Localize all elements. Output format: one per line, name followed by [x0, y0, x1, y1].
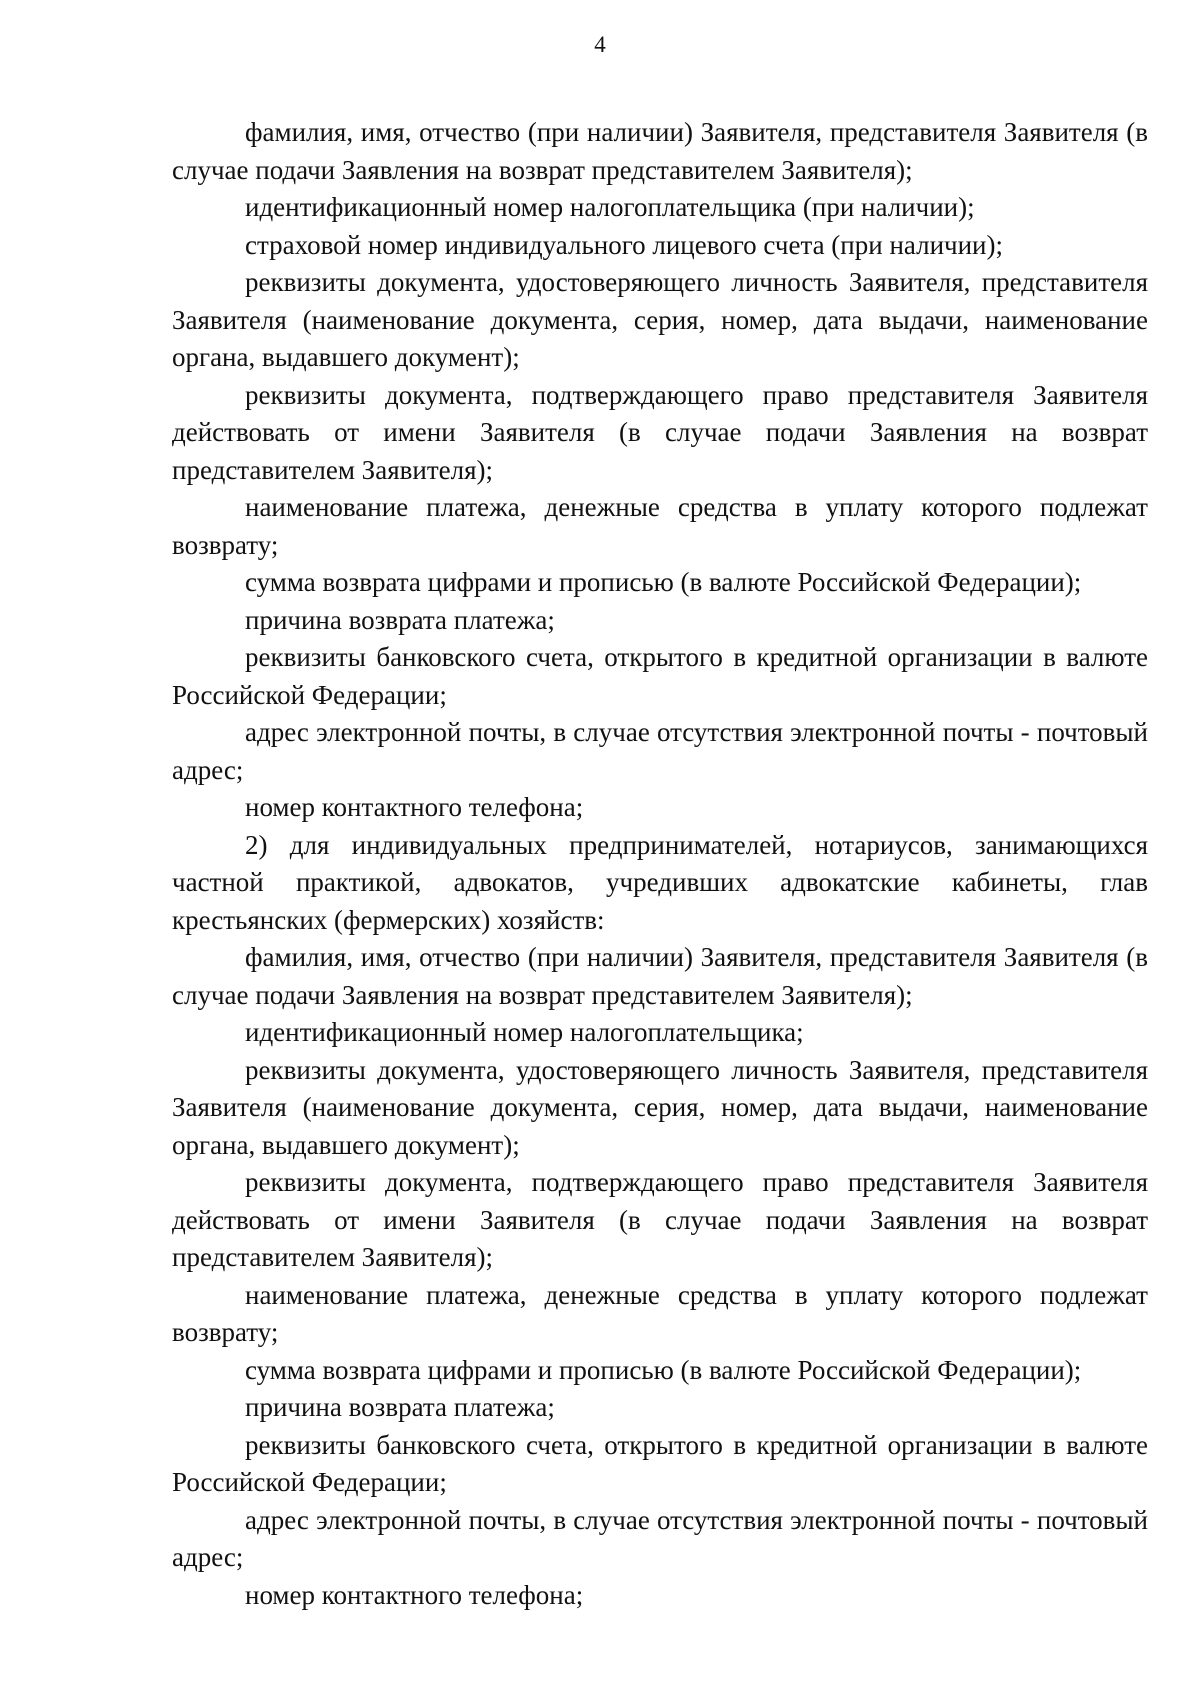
paragraph: страховой номер индивидуального лицевого счета (при наличии);	[245, 229, 1004, 260]
paragraph: адрес электронной почты, в случае отсутствия электронной почты - почтовый адрес;	[172, 1504, 1148, 1572]
paragraph: сумма возврата цифрами и прописью (в валюте Российской Федерации);	[245, 567, 1082, 597]
paragraph: наименование платежа, денежные средства в уплату которого подлежат возврату;	[172, 492, 1148, 560]
paragraph: идентификационный номер налогоплательщика;	[245, 1017, 804, 1047]
page-number: 4	[594, 32, 606, 57]
document-body	[172, 114, 1148, 1614]
paragraph: реквизиты документа, удостоверяющего личность Заявителя, представителя Заявителя (наименование документа, серия, номер, дата выдачи, наименование органа, выдавшего документ);	[172, 267, 1148, 372]
paragraph: наименование платежа, денежные средства в уплату которого подлежат возврату;	[172, 1279, 1148, 1347]
paragraph: реквизиты документа, подтверждающего право представителя Заявителя действовать от имени Заявителя (в случае подачи Заявления на возврат представителем Заявителя);	[172, 1167, 1148, 1272]
paragraph: адрес электронной почты, в случае отсутствия электронной почты - почтовый адрес;	[172, 717, 1148, 785]
paragraph: реквизиты банковского счета, открытого в кредитной организации в валюте Российской Федерации;	[172, 642, 1148, 710]
paragraph: причина возврата платежа;	[245, 1392, 555, 1422]
paragraph: 2) для индивидуальных предпринимателей, нотариусов, занимающихся частной практикой, адвокатов, учредивших адвокатские кабинеты, глав крестьянских (фермерских) хозяйств:	[172, 829, 1148, 935]
paragraph: причина возврата платежа;	[245, 604, 555, 635]
paragraph: сумма возврата цифрами и прописью (в валюте Российской Федерации);	[245, 1354, 1082, 1385]
paragraph: номер контактного телефона;	[245, 1579, 584, 1610]
paragraph: реквизиты документа, удостоверяющего личность Заявителя, представителя Заявителя (наименование документа, серия, номер, дата выдачи, наименование органа, выдавшего документ);	[172, 1054, 1148, 1160]
paragraph: фамилия, имя, отчество (при наличии) Заявителя, представителя Заявителя (в случае подачи Заявления на возврат представителем Заявителя);	[172, 117, 1148, 185]
paragraph: реквизиты банковского счета, открытого в кредитной организации в валюте Российской Федерации;	[172, 1429, 1148, 1497]
paragraph: идентификационный номер налогоплательщика (при наличии);	[245, 192, 975, 222]
paragraph: реквизиты документа, подтверждающего право представителя Заявителя действовать от имени Заявителя (в случае подачи Заявления на возврат представителем Заявителя);	[172, 379, 1148, 485]
paragraph: фамилия, имя, отчество (при наличии) Заявителя, представителя Заявителя (в случае подачи Заявления на возврат представителем Заявителя);	[172, 942, 1148, 1010]
paragraph: номер контактного телефона;	[245, 792, 584, 822]
